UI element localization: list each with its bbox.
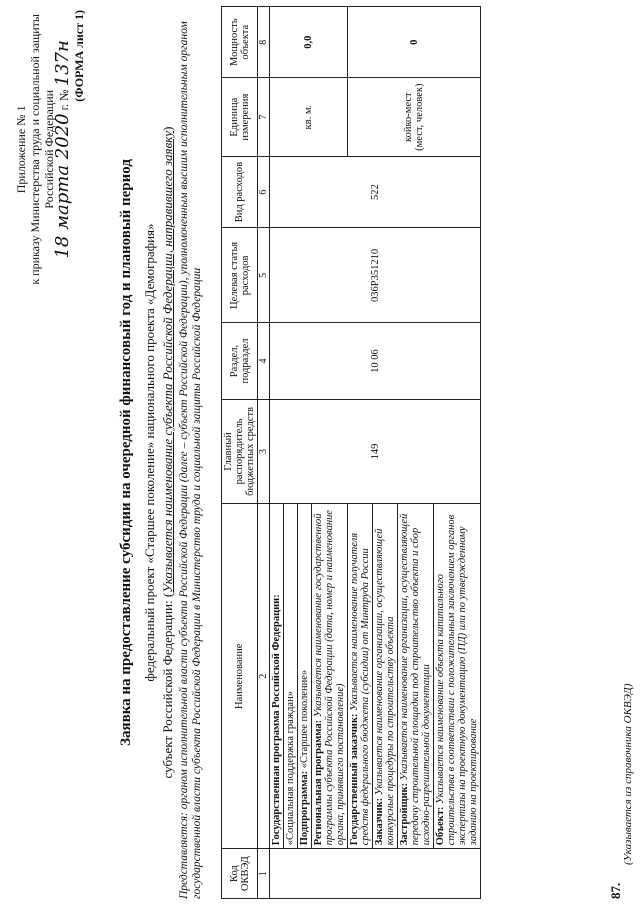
appendix-number: Приложение № 1 <box>14 105 28 194</box>
row-text: Указывается наименование объекта капитального строительства в соответствии с положительным заключением органов экспертизы на проектную документацию (ПД) или по утвержденному заданию на проектирование <box>435 514 479 846</box>
row-label: Объект: <box>435 806 446 846</box>
row-state-program <box>270 504 284 849</box>
order-line-2: Российской Федерации <box>42 89 56 209</box>
row-text: Указывается наименование государственной программы субъекта Российской Федерации (дата, номер и наименование органа, принявшего постановление) <box>313 510 346 846</box>
table-header-row <box>222 7 258 899</box>
header-grbs: Главный распорядитель бюджетных средств <box>222 399 258 504</box>
col-num: 7 <box>258 78 270 157</box>
col-num: 2 <box>258 504 270 849</box>
section-value: 10 06 <box>270 323 481 399</box>
row-label: Застройщик: <box>399 782 410 846</box>
appendix-header <box>14 14 71 285</box>
row-text: «Старшее поколение» <box>299 669 310 771</box>
unit-value-2: койко-мест (мест, человек) <box>348 78 481 157</box>
project-line: федеральный проект «Старшее поколение» национального проекта «Демография» <box>142 223 157 682</box>
order-line-1: к приказу Министерства труда и социальной защиты <box>28 14 42 285</box>
row-label: Государственный заказчик: <box>349 713 360 846</box>
subject-suffix: ) <box>160 126 175 131</box>
header-target: Целевая статья расходов <box>222 228 258 323</box>
col-num: 5 <box>258 228 270 323</box>
handwritten-date: 18 марта 2020 <box>52 113 73 259</box>
expense-type-value: 522 <box>270 156 481 227</box>
row-text: Указывается наименование получателя средств федерального бюджета (субсидии) от Минтруда России <box>349 532 371 846</box>
header-capacity: Мощность объекта <box>222 7 258 78</box>
row-customer <box>373 504 398 849</box>
handwritten-number: 137н <box>52 40 73 87</box>
col-num: 3 <box>258 399 270 504</box>
row-label: Подпрограмма: <box>299 770 310 846</box>
okvd-note: (Указывается из справочника ОКВЭД) <box>622 683 634 865</box>
col-num: 4 <box>258 323 270 399</box>
capacity-value-1: 0,0 <box>270 7 348 78</box>
document-title: Заявка на предоставление субсидии на очередной финансовый год и плановый период <box>118 159 134 746</box>
row-state-customer <box>348 504 373 849</box>
okvd-cell <box>270 849 481 899</box>
grbs-value: 149 <box>270 399 481 504</box>
row-label: Региональная программа: <box>313 719 324 846</box>
subject-line <box>160 0 176 905</box>
header-unit: Единица измерения <box>222 78 258 157</box>
subsidy-table <box>221 6 481 899</box>
row-program-name <box>284 504 298 849</box>
col-num: 1 <box>258 849 270 899</box>
row-text: Указывается наименование организации, осуществляющей передачу строительной площадки под строительство объекта и сбор исходно-разрешительной документации <box>399 513 432 846</box>
page-number: 87. <box>608 882 623 899</box>
row-text: Указывается наименование организации, осуществляющей конкурсные процедуры по строительству объекта <box>374 528 396 846</box>
subject-hint: Указывается наименование субъекта Российской Федерации, направившего заявку <box>160 130 175 593</box>
col-num: 8 <box>258 7 270 78</box>
capacity-value-2: 0 <box>348 7 481 78</box>
subject-prefix: субъект Российской Федерации: ( <box>160 592 175 779</box>
row-object <box>434 504 481 849</box>
row-developer <box>398 504 434 849</box>
column-number-row <box>258 7 270 899</box>
header-name: Наименование <box>222 504 258 849</box>
row-text: «Социальная поддержка граждан» <box>285 691 296 846</box>
row-label: Государственная программа Российской Федерации: <box>271 594 282 846</box>
presenter-note: Представляется: органом исполнительной власти субъекта Российской Федерации (далее – субъект Российской Федерации), уполномоченным высшим исполнительным органом государственной власти субъекта Российской Федерации в Министерство труда и социальной защиты Российской Федерации <box>178 21 203 899</box>
row-label: Заказчик: <box>374 797 385 846</box>
row-regional-program <box>312 504 348 849</box>
col-num: 6 <box>258 156 270 227</box>
target-value: 036P351210 <box>270 228 481 323</box>
year-suffix: г. № <box>57 89 71 111</box>
header-expense-type: Вид расходов <box>222 156 258 227</box>
table-row <box>270 7 284 899</box>
header-section: Раздел, подраздел <box>222 323 258 399</box>
row-subprogram <box>298 504 312 849</box>
header-okvd: Код ОКВЭД <box>222 849 258 899</box>
unit-value-1: кв. м. <box>270 78 348 157</box>
form-label: (ФОРМА лист 1) <box>72 10 86 102</box>
